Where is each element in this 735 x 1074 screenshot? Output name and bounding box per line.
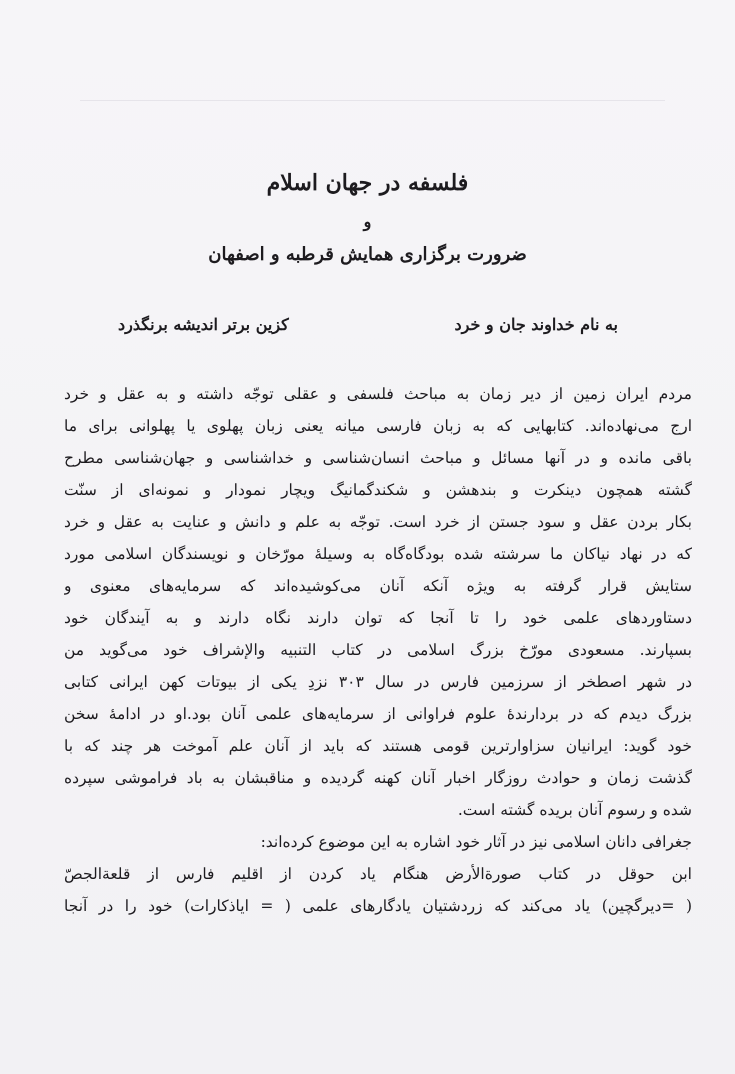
verse-right-hemistich: به نام خداوند جان و خرد [454,315,618,334]
body-line: ابن حوقل در کتاب صورة‌الأرض هنگام یاد کردن از اقلیم فارس از قلعة‌الجصّ [64,865,692,883]
body-line: شده و رسوم آنان بریده گشته است. [457,801,692,819]
page-subtitle: ضرورت برگزاری همایش قرطبه و اصفهان [208,244,527,265]
verse-left-hemistich: کزین برتر اندیشه برنگذرد [118,315,289,334]
body-line: بسپارند. مسعودی مورّخ بزرگ اسلامی در کتاب التنبیه والإشراف خود می‌گوید من [64,641,692,659]
body-line: گشته همچون دینکرت و بندهشن و شکندگمانیگ ویچار نمودار و نمونه‌ای از سنّت [64,481,692,499]
page-title: فلسفه در جهان اسلام [266,170,469,196]
running-head [80,76,665,96]
body-line: مردم ایران زمین از دیر زمان به مباحث فلسفی و عقلی توجّه داشته و به عقل و خرد [64,385,692,403]
body-line: جغرافی دانان اسلامی نیز در آثار خود اشاره به این موضوع کرده‌اند: [260,833,692,851]
body-line: ستایش قرار گرفته به ویژه آنکه آنان می‌کوشیده‌اند که سرمایه‌های معنوی و [64,577,692,595]
header-rule [80,100,665,101]
body-line: خود گوید: ایرانیان سزاوارترین قومی هستند که باید از آنان علم آموخت هر چند که با [64,737,692,755]
body-line: بزرگ دیدم که در بردارندهٔ علوم فراوانی از سرمایه‌های علمی آنان بود.او در ادامهٔ سخن [64,705,692,723]
body-line: گذشت زمان و حوادث روزگار اخبار آنان کهنه گردیده و مناقبشان به باد فراموشی سپرده [64,769,692,787]
body-line: در شهر اصطخر از سرزمین فارس در سال ۳۰۳ نزدِ یکی از بیوتات کهن ایرانی کتابی [64,673,692,691]
body-line: باقی مانده و در آنها مسائل و مباحث انسان‌شناسی و خداشناسی و جهان‌شناسی مطرح [64,449,692,467]
body-line: دستاوردهای علمی خود را تا آنجا که توان دارند نگاه دارند و به آیندگان خود [64,609,692,627]
body-line: ارج می‌نهاده‌اند. کتابهایی که به زبان فارسی میانه یعنی زبان پهلوی یا پهلوانی برای ما [64,417,692,435]
body-text [64,378,692,922]
title-conjunction: و [363,212,372,231]
body-line: که در نهاد نیاکان ما سرشته شده بودگاه‌گاه به وسیلهٔ مورّخان و نویسندگان اسلامی مورد [64,545,692,563]
body-line: بکار بردن عقل و سود جستن از خرد است. توجّه به علم و دانش و عنایت به عقل و خرد [64,513,692,531]
opening-verse [118,315,618,343]
body-line: ( =دیرگچین) یاد می‌کند که زردشتیان یادگارهای علمی ( = ایاذکارات) خود را در آنجا [64,897,692,915]
